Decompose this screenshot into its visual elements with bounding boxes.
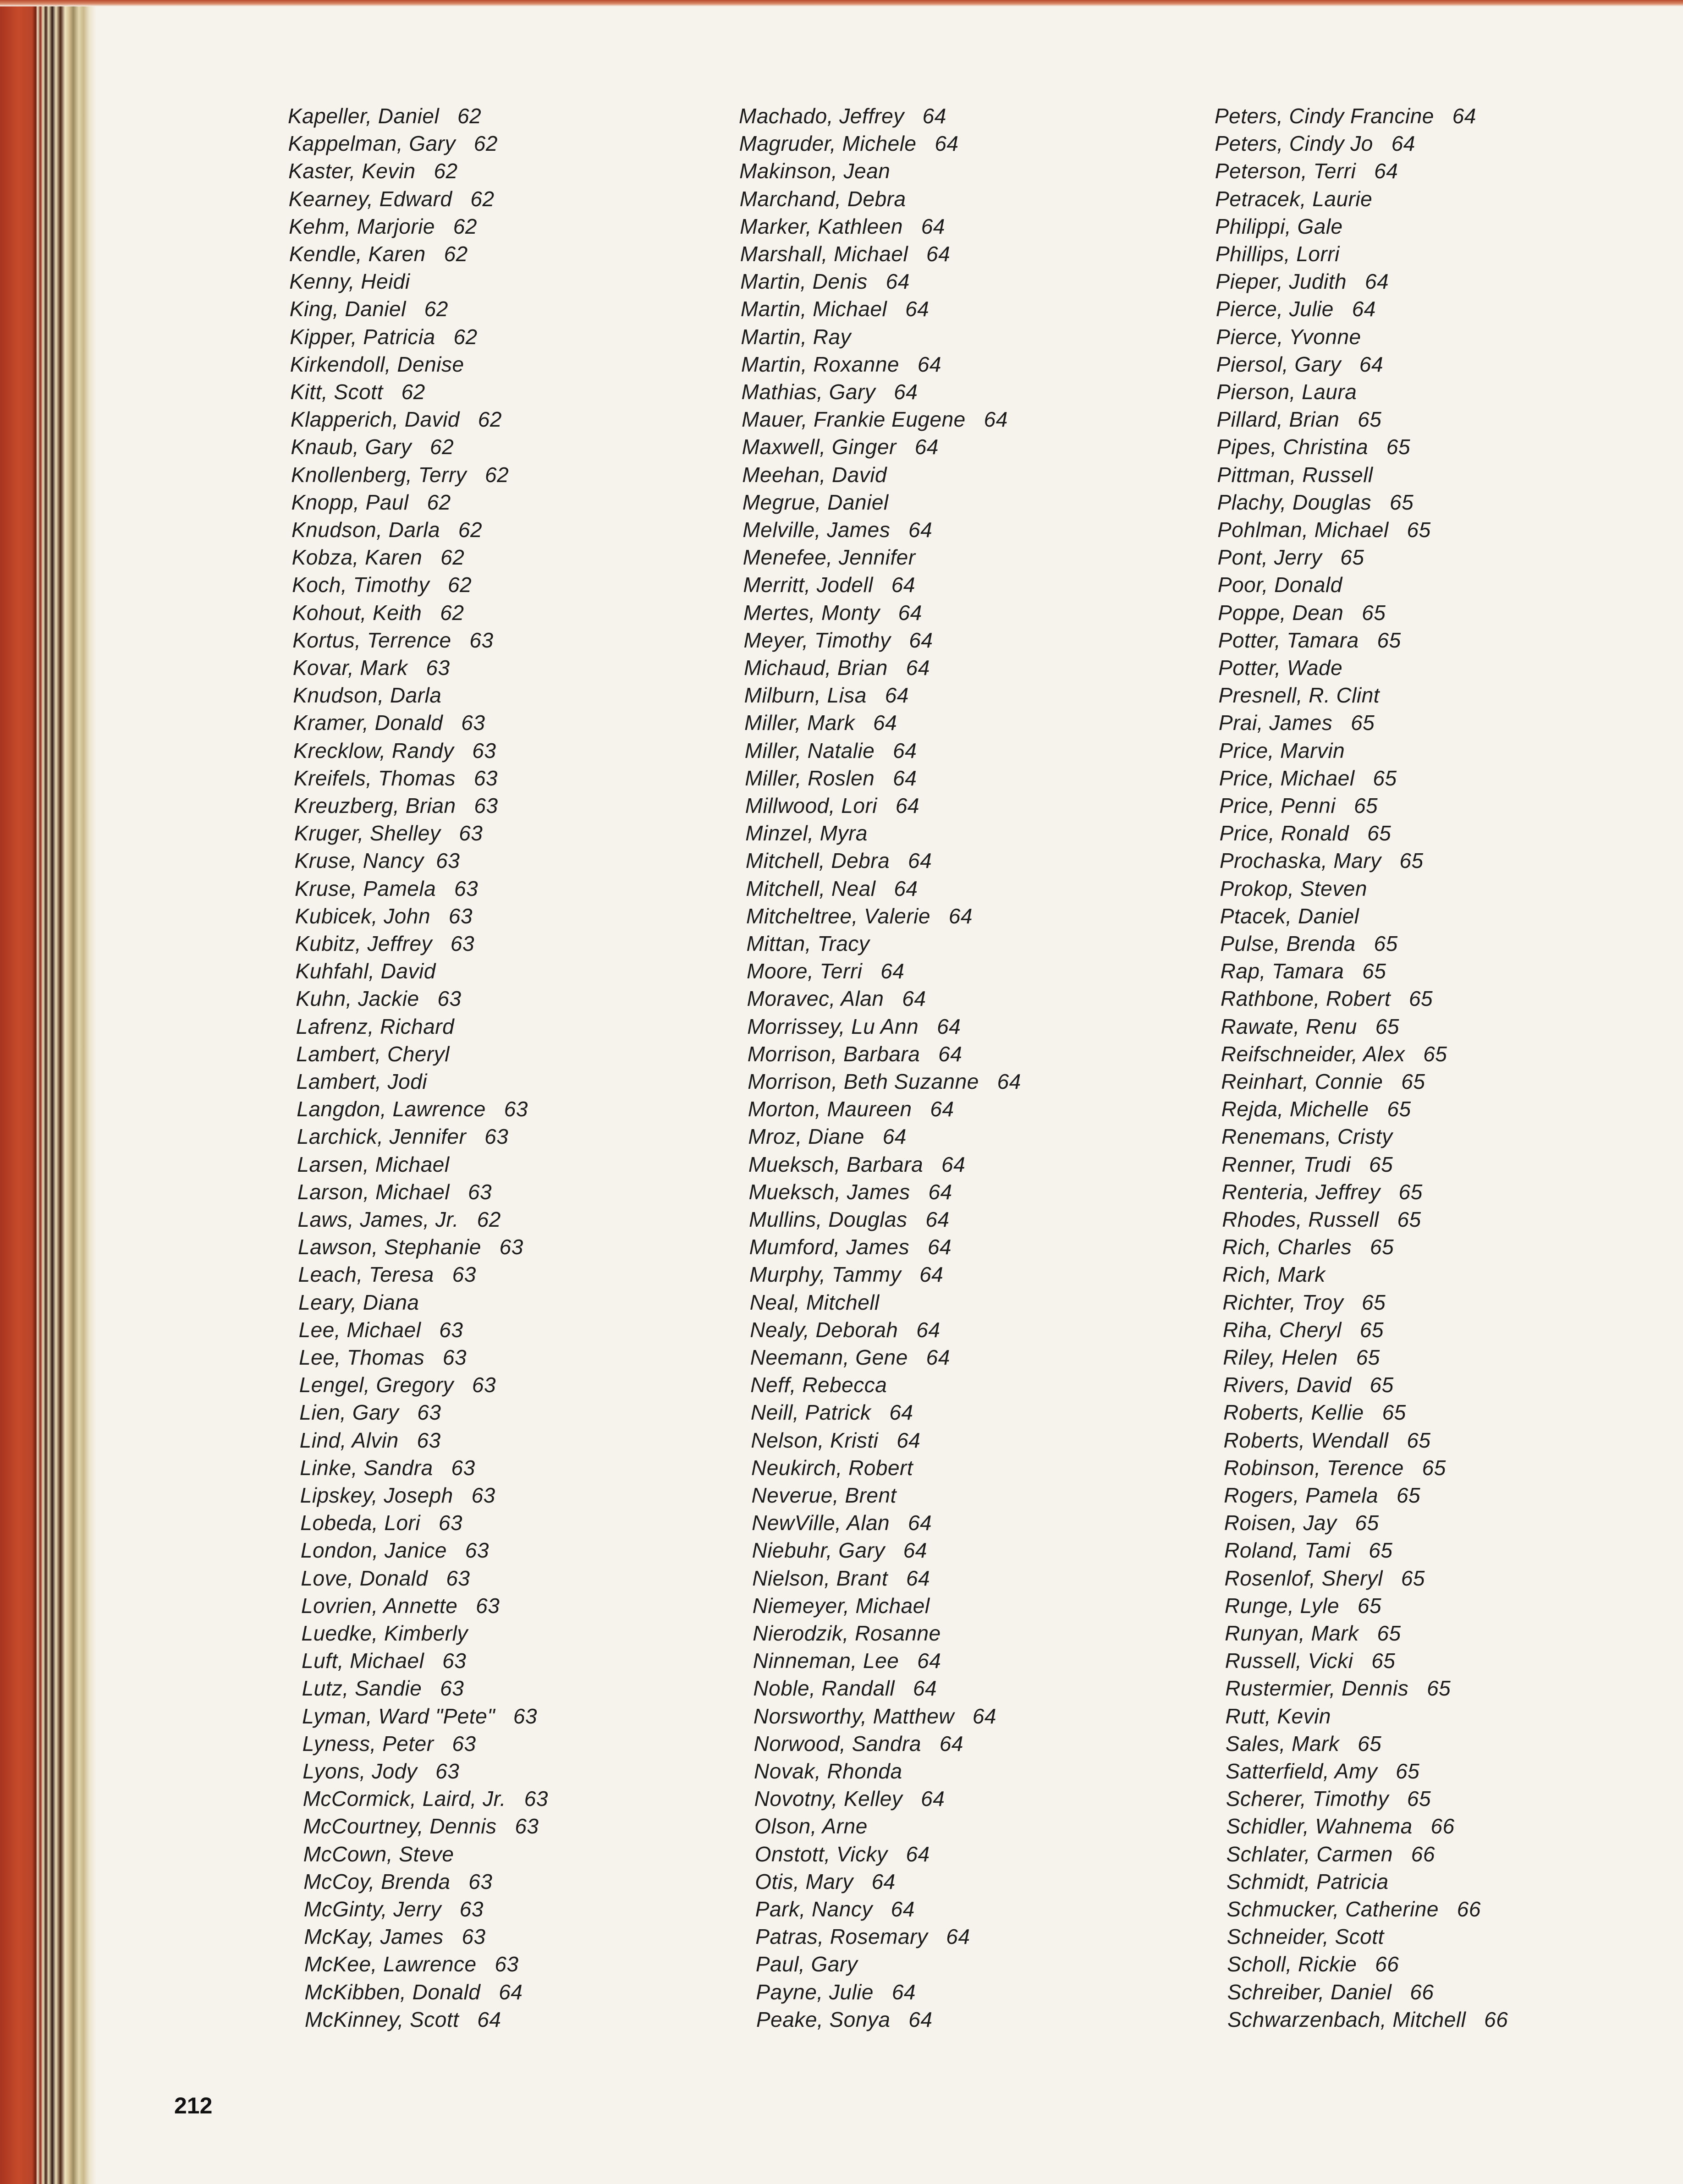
index-entry: Renemans, Cristy <box>1221 1125 1393 1149</box>
index-entry: McKay, James 63 <box>304 1925 486 1949</box>
index-entry: Mumford, James 64 <box>749 1235 952 1259</box>
index-entry: Meehan, David <box>742 462 887 487</box>
index-entry: Lind, Alvin 63 <box>299 1428 441 1452</box>
index-entry: Morrison, Beth Suzanne 64 <box>748 1070 1021 1093</box>
index-entry: Kohout, Keith 62 <box>292 600 464 625</box>
index-entry: Merritt, Jodell 64 <box>743 573 915 597</box>
index-entry: Millwood, Lori 64 <box>745 794 920 818</box>
index-entry: Kaster, Kevin 62 <box>288 159 458 183</box>
index-entry: Larchick, Jennifer 63 <box>297 1125 509 1149</box>
index-entry: Rawate, Renu 65 <box>1221 1014 1399 1038</box>
index-entry: Rap, Tamara 65 <box>1220 959 1386 983</box>
index-entry: Richter, Troy 65 <box>1222 1290 1386 1314</box>
index-entry: Rich, Charles 65 <box>1222 1235 1394 1259</box>
index-entry: Rosenlof, Sheryl 65 <box>1224 1566 1425 1590</box>
index-entry: Rich, Mark <box>1222 1262 1326 1287</box>
page-top-edge <box>0 0 1683 6</box>
index-entry: Pulse, Brenda 65 <box>1220 932 1398 955</box>
index-entry: McCourtney, Dennis 63 <box>303 1814 539 1838</box>
index-entry: Pierson, Laura <box>1216 380 1357 404</box>
index-entry: Kendle, Karen 62 <box>289 242 468 266</box>
index-entry: Kortus, Terrence 63 <box>292 628 494 652</box>
index-entry: Miller, Natalie 64 <box>744 738 917 763</box>
index-entry: Norwood, Sandra 64 <box>754 1731 963 1756</box>
index-entry: Larsen, Michael <box>297 1152 450 1176</box>
index-entry: Lien, Gary 63 <box>299 1400 441 1425</box>
index-entry: Michaud, Brian 64 <box>744 656 930 680</box>
index-entry: Reinhart, Connie 65 <box>1221 1070 1425 1093</box>
index-entry: Lengel, Gregory 63 <box>299 1373 496 1397</box>
index-entry: Machado, Jeffrey 64 <box>739 104 946 128</box>
index-entry: Kruger, Shelley 63 <box>294 821 483 845</box>
index-entry: Kruse, Pamela 63 <box>295 876 478 900</box>
index-entry: Kearney, Edward 62 <box>288 187 495 211</box>
index-entry: Rivers, David 65 <box>1223 1373 1394 1397</box>
index-entry: Martin, Denis 64 <box>740 269 910 294</box>
index-entry: Lutz, Sandie 63 <box>302 1676 464 1701</box>
index-entry: Kovar, Mark 63 <box>292 656 450 680</box>
index-entry: Schidler, Wahnema 66 <box>1226 1814 1455 1838</box>
index-entry: Kehm, Marjorie 62 <box>289 214 477 238</box>
index-entry: Neverue, Brent <box>751 1483 896 1507</box>
index-entry: Satterfield, Amy 65 <box>1226 1759 1420 1783</box>
index-entry: Larson, Michael 63 <box>297 1180 492 1204</box>
index-entry: Leary, Diana <box>298 1290 419 1314</box>
index-entry: Knopp, Paul 62 <box>291 490 451 514</box>
index-entry: Mueksch, James 64 <box>748 1180 952 1204</box>
index-entry: Pohlman, Michael 65 <box>1217 518 1431 542</box>
index-entry: Roberts, Wendall 65 <box>1223 1428 1431 1452</box>
index-entry: Maxwell, Ginger 64 <box>742 435 939 459</box>
index-entry: Phillips, Lorri <box>1216 242 1340 266</box>
index-entry: Price, Michael 65 <box>1219 766 1397 790</box>
index-entry: Lee, Thomas 63 <box>299 1345 467 1369</box>
index-entry: Martin, Ray <box>741 324 852 349</box>
index-entry: Pittman, Russell <box>1217 462 1373 487</box>
index-entry: Mertes, Monty 64 <box>743 600 922 625</box>
index-entry: Payne, Julie 64 <box>756 1980 916 2004</box>
index-entry: Langdon, Lawrence 63 <box>297 1097 528 1121</box>
index-entry: Kuhfahl, David <box>295 959 436 983</box>
index-entry: Pieper, Judith 64 <box>1216 269 1389 294</box>
index-entry: Marchand, Debra <box>739 187 906 211</box>
index-entry: Moore, Terri 64 <box>747 959 905 983</box>
index-entry: Runyan, Mark 65 <box>1225 1621 1401 1645</box>
index-entry: Schmucker, Catherine 66 <box>1226 1897 1481 1921</box>
index-entry: McKibben, Donald 64 <box>304 1980 523 2004</box>
index-entry: Knudson, Darla <box>293 683 442 708</box>
index-entry: Menefee, Jennifer <box>742 545 916 570</box>
index-entry: Scholl, Rickie 66 <box>1227 1952 1399 1976</box>
index-entry: Rustermier, Dennis 65 <box>1225 1676 1451 1701</box>
index-entry: Schneider, Scott <box>1226 1925 1384 1949</box>
index-entry: Mittan, Tracy <box>746 932 870 955</box>
index-entry: Knaub, Gary 62 <box>291 435 454 459</box>
index-entry: Mitchell, Debra 64 <box>745 849 932 873</box>
index-entry: Novotny, Kelley 64 <box>754 1787 945 1811</box>
index-entry: McKee, Lawrence 63 <box>304 1952 519 1976</box>
index-entry: Lawson, Stephanie 63 <box>298 1235 523 1259</box>
index-entry: Peters, Cindy Francine 64 <box>1215 104 1476 128</box>
index-entry: Ninneman, Lee 64 <box>753 1649 941 1673</box>
index-entry: Russell, Vicki 65 <box>1225 1649 1396 1673</box>
page-number: 212 <box>174 2093 213 2118</box>
index-entry: Lyness, Peter 63 <box>302 1731 476 1756</box>
index-entry: Plachy, Douglas 65 <box>1217 490 1414 514</box>
index-entry: Leach, Teresa 63 <box>298 1262 476 1287</box>
index-entry: Pillard, Brian 65 <box>1216 407 1382 432</box>
index-entry: Philippi, Gale <box>1215 214 1343 238</box>
index-entry: McKinney, Scott 64 <box>305 2007 501 2031</box>
index-entry: Milburn, Lisa 64 <box>744 683 909 708</box>
index-entry: Neal, Mitchell <box>749 1290 880 1314</box>
index-entry: Roisen, Jay 65 <box>1224 1511 1379 1535</box>
index-entry: Neill, Patrick 64 <box>750 1400 913 1425</box>
index-entry: Prochaska, Mary 65 <box>1220 849 1424 873</box>
index-entry: Lobeda, Lori 63 <box>300 1511 463 1535</box>
index-entry: Paul, Gary <box>755 1952 858 1976</box>
index-entry: Morrison, Barbara 64 <box>747 1042 962 1066</box>
index-entry: Mitcheltree, Valerie 64 <box>746 904 973 928</box>
index-entry: Marshall, Michael 64 <box>740 242 951 266</box>
index-entry: Potter, Tamara 65 <box>1218 628 1401 652</box>
index-entry: Miller, Mark 64 <box>744 711 897 735</box>
index-entry: Morton, Maureen 64 <box>748 1097 954 1121</box>
index-entry: Krecklow, Randy 63 <box>293 738 496 763</box>
index-entry: Ptacek, Daniel <box>1220 904 1359 928</box>
index-entry: Lovrien, Annette 63 <box>301 1593 500 1618</box>
index-entry: Roland, Tami 65 <box>1224 1538 1393 1563</box>
index-entry: Lipskey, Joseph 63 <box>300 1483 495 1507</box>
index-entry: Rogers, Pamela 65 <box>1224 1483 1421 1507</box>
index-entry: Neff, Rebecca <box>750 1373 887 1397</box>
index-entry: Marker, Kathleen 64 <box>740 214 945 238</box>
index-entry: Mauer, Frankie Eugene 64 <box>742 407 1008 432</box>
index-entry: Petracek, Laurie <box>1215 187 1373 211</box>
index-entry: Martin, Michael 64 <box>740 297 930 321</box>
index-entry: Peterson, Terri 64 <box>1215 159 1398 183</box>
index-entry: Scherer, Timothy 65 <box>1226 1787 1431 1811</box>
index-entry: Runge, Lyle 65 <box>1224 1593 1382 1618</box>
index-entry: Nelson, Kristi 64 <box>751 1428 921 1452</box>
index-entry: Knollenberg, Terry 62 <box>291 462 509 487</box>
book-binding-edge <box>0 0 96 2184</box>
index-entry: Kenny, Heidi <box>289 269 410 294</box>
index-entry: Prai, James 65 <box>1218 711 1375 735</box>
index-entry: Lyons, Jody 63 <box>302 1759 460 1783</box>
index-entry: Kubitz, Jeffrey 63 <box>295 932 475 955</box>
index-entry: Koch, Timothy 62 <box>292 573 472 597</box>
index-entry: Luedke, Kimberly <box>301 1621 468 1645</box>
index-entry: Noble, Randall 64 <box>753 1676 937 1701</box>
index-entry: Patras, Rosemary 64 <box>755 1925 970 1949</box>
index-entry: Lyman, Ward "Pete" 63 <box>302 1704 538 1728</box>
index-entry: Martin, Roxanne 64 <box>741 352 942 376</box>
index-entry: Nielson, Brant 64 <box>752 1566 930 1590</box>
index-entry: Rejda, Michelle 65 <box>1221 1097 1411 1121</box>
index-entry: Schlater, Carmen 66 <box>1226 1842 1435 1866</box>
index-entry: Kirkendoll, Denise <box>290 352 464 376</box>
index-entry: Riley, Helen 65 <box>1223 1345 1380 1369</box>
index-entry: Kruse, Nancy 63 <box>294 849 460 873</box>
index-entry: Moravec, Alan 64 <box>747 987 926 1011</box>
index-entry: Knudson, Darla 62 <box>292 518 483 542</box>
index-entry: Rhodes, Russell 65 <box>1222 1207 1421 1231</box>
index-entry: Klapperich, David 62 <box>290 407 502 432</box>
index-entry: Renner, Trudi 65 <box>1221 1152 1393 1176</box>
index-entry: Melville, James 64 <box>742 518 933 542</box>
index-entry: Nealy, Deborah 64 <box>750 1317 940 1342</box>
index-entry: Pipes, Christina 65 <box>1216 435 1411 459</box>
index-entry: Piersol, Gary 64 <box>1216 352 1384 376</box>
index-entry: Magruder, Michele 64 <box>739 132 959 156</box>
index-entry: Kreifels, Thomas 63 <box>293 766 498 790</box>
index-entry: Lambert, Cheryl <box>296 1042 450 1066</box>
index-entry: Mueksch, Barbara 64 <box>748 1152 966 1176</box>
index-entry: Price, Ronald 65 <box>1219 821 1392 845</box>
index-entry: Makinson, Jean <box>739 159 891 183</box>
index-entry: Murphy, Tammy 64 <box>749 1262 944 1287</box>
index-entry: Olson, Arne <box>754 1814 868 1838</box>
index-entry: Luft, Michael 63 <box>302 1649 467 1673</box>
index-entry: NewVille, Alan 64 <box>752 1511 932 1535</box>
index-entry: King, Daniel 62 <box>289 297 448 321</box>
index-entry: Miller, Roslen 64 <box>745 766 917 790</box>
index-entry: Sales, Mark 65 <box>1225 1731 1382 1756</box>
index-entry: Kitt, Scott 62 <box>290 380 425 404</box>
index-entry: Niebuhr, Gary 64 <box>752 1538 927 1563</box>
index-entry: Niemeyer, Michael <box>752 1593 930 1618</box>
index-entry: Kreuzberg, Brian 63 <box>294 794 498 818</box>
index-entry: Kipper, Patricia 62 <box>290 324 478 349</box>
index-entry: Norsworthy, Matthew 64 <box>753 1704 996 1728</box>
index-entry: McCormick, Laird, Jr. 63 <box>302 1787 548 1811</box>
index-entry: Pont, Jerry 65 <box>1217 545 1364 570</box>
index-entry: McGinty, Jerry 63 <box>303 1897 484 1921</box>
index-entry: Lee, Michael 63 <box>298 1317 463 1342</box>
index-entry: Lafrenz, Richard <box>296 1014 455 1038</box>
index-entry: Lambert, Jodi <box>296 1070 427 1093</box>
index-entry: Morrissey, Lu Ann 64 <box>747 1014 961 1038</box>
index-entry: Kappelman, Gary 62 <box>288 132 498 156</box>
index-entry: Schmidt, Patricia <box>1226 1869 1389 1893</box>
index-entry: Robinson, Terence 65 <box>1223 1455 1446 1480</box>
index-entry: Price, Penni 65 <box>1219 794 1378 818</box>
index-entry: McCoy, Brenda 63 <box>303 1869 493 1893</box>
index-entry: Price, Marvin <box>1219 738 1345 763</box>
index-entry: Kapeller, Daniel 62 <box>288 104 482 128</box>
index-entry: Peake, Sonya 64 <box>756 2007 933 2031</box>
index-entry: Minzel, Myra <box>745 821 868 845</box>
index-entry: Kobza, Karen 62 <box>292 545 465 570</box>
index-entry: Love, Donald 63 <box>301 1566 470 1590</box>
index-entry: Otis, Mary 64 <box>755 1869 896 1893</box>
index-entry: Schwarzenbach, Mitchell 66 <box>1227 2007 1508 2031</box>
index-entry: Mroz, Diane 64 <box>748 1125 907 1149</box>
index-entry: Poppe, Dean 65 <box>1218 600 1386 625</box>
index-entry: Onstott, Vicky 64 <box>754 1842 930 1866</box>
index-entry: Roberts, Kellie 65 <box>1223 1400 1406 1425</box>
index-entry: Riha, Cheryl 65 <box>1222 1317 1384 1342</box>
index-entry: Reifschneider, Alex 65 <box>1221 1042 1447 1066</box>
index-entry: London, Janice 63 <box>300 1538 489 1563</box>
index-entry: Rutt, Kevin <box>1225 1704 1331 1728</box>
index-entry: Kubicek, John 63 <box>295 904 473 928</box>
index-entry: Neukirch, Robert <box>751 1455 913 1480</box>
index-entry: Neemann, Gene 64 <box>750 1345 950 1369</box>
index-entry: Mathias, Gary 64 <box>741 380 918 404</box>
index-entry: Mullins, Douglas 64 <box>749 1207 950 1231</box>
index-entry: Nierodzik, Rosanne <box>753 1621 941 1645</box>
index-entry: Poor, Donald <box>1217 573 1342 597</box>
index-entry: Park, Nancy 64 <box>755 1897 915 1921</box>
index-entry: Prokop, Steven <box>1220 876 1367 900</box>
index-entry: Rathbone, Robert 65 <box>1221 987 1433 1011</box>
index-entry: Renteria, Jeffrey 65 <box>1221 1180 1423 1204</box>
index-entry: Laws, James, Jr. 62 <box>297 1207 501 1231</box>
index-entry: Potter, Wade <box>1218 656 1343 680</box>
index-entry: Mitchell, Neal 64 <box>746 876 918 900</box>
index-entry: Pierce, Yvonne <box>1216 324 1361 349</box>
index-entry: Novak, Rhonda <box>754 1759 902 1783</box>
index-entry: Presnell, R. Clint <box>1218 683 1380 708</box>
index-entry: Kramer, Donald 63 <box>293 711 485 735</box>
index-entry: Megrue, Daniel <box>742 490 889 514</box>
index-entry: Schreiber, Daniel 66 <box>1227 1980 1434 2004</box>
index-entry: Peters, Cindy Jo 64 <box>1215 132 1415 156</box>
index-entry: Meyer, Timothy 64 <box>743 628 933 652</box>
index-entry: Pierce, Julie 64 <box>1216 297 1376 321</box>
index-entry: Linke, Sandra 63 <box>300 1455 475 1480</box>
index-entry: McCown, Steve <box>303 1842 454 1866</box>
index-entry: Kuhn, Jackie 63 <box>296 987 462 1011</box>
